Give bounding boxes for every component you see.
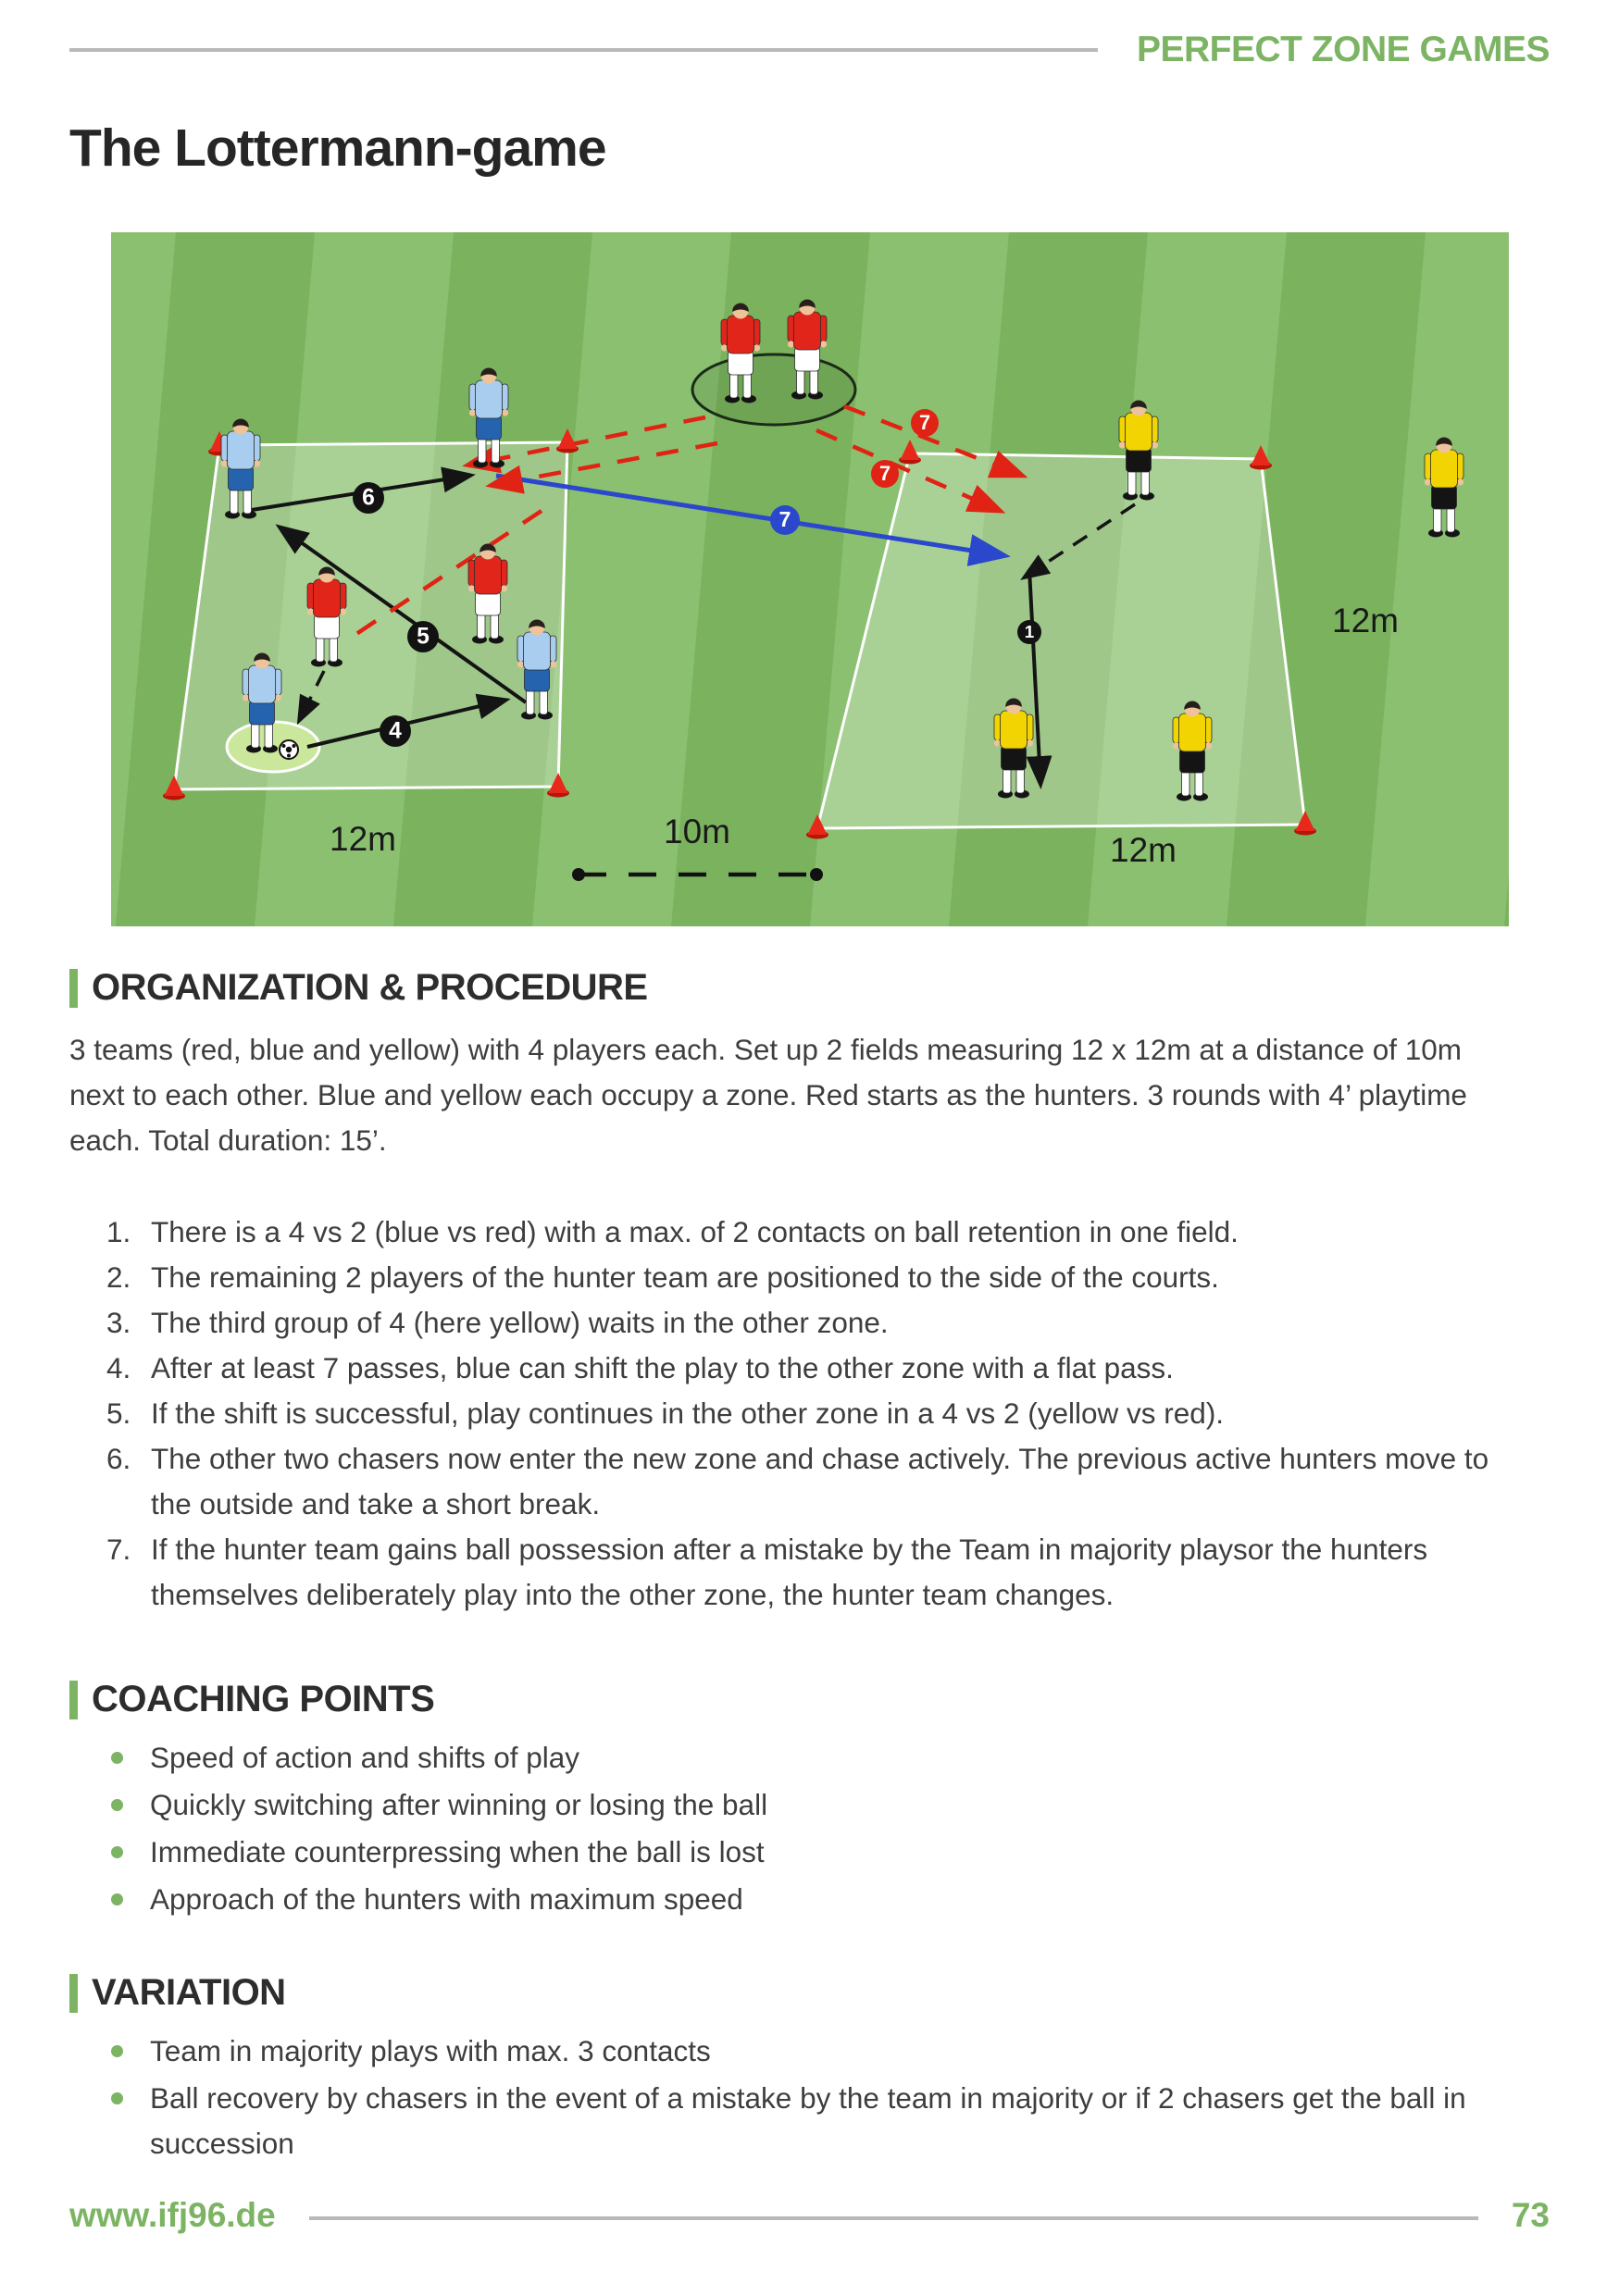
organization-intro: 3 teams (red, blue and yellow) with 4 players each. Set up 2 fields measuring 12 x 12m at a distance of 10m next to each other. Blue and yellow each occupy a zone. Red starts as the hunters. 3 rounds with 4’ playtime each. Total duration: 15’.: [69, 1033, 1467, 1157]
heading-bar-icon: [69, 969, 78, 1008]
sequence-badge-7: [871, 460, 899, 488]
svg-text:1: 1: [1024, 621, 1035, 641]
svg-text:7: 7: [878, 461, 891, 485]
step-text: The remaining 2 players of the hunter team are positioned to the side of the courts.: [151, 1260, 1219, 1294]
step-number: 5.: [106, 1396, 131, 1430]
step-text: After at least 7 passes, blue can shift the play to the other zone with a flat pass.: [151, 1351, 1174, 1384]
drill-figure: [111, 232, 1509, 926]
section-heading-organization: [69, 967, 1550, 1009]
step-text: If the hunter team gains ball possession after a mistake by the Team in majority playsor the hunters themselves deliberately play into the other zone, the hunter team changes.: [151, 1533, 1428, 1611]
header-rule: [69, 48, 1098, 52]
step-number: 2.: [106, 1260, 131, 1294]
section-heading-variation: [69, 1972, 1550, 2014]
svg-text:7: 7: [918, 410, 931, 434]
section-heading-coaching: [69, 1679, 1550, 1720]
list-item: [69, 2029, 1517, 2074]
variation-points-list: [69, 2029, 1517, 2166]
step-item: [69, 1300, 1517, 1346]
step-text: The other two chasers now enter the new zone and chase actively. The previous active hunters move to the outside and take a short break.: [151, 1442, 1489, 1520]
variation-point: Ball recovery by chasers in the event of a mistake by the team in majority or if 2 chasers get the ball in succession: [150, 2081, 1466, 2160]
list-item: [69, 1782, 1517, 1828]
measurement-label: 10m: [664, 813, 730, 850]
page-number: 73: [1511, 2196, 1550, 2234]
svg-text:5: 5: [417, 624, 430, 650]
step-text: The third group of 4 (here yellow) waits in the other zone.: [151, 1306, 889, 1339]
bullet-icon: [111, 1799, 123, 1811]
bullet-icon: [111, 1893, 123, 1905]
coaching-point: Immediate counterpressing when the ball is lost: [150, 1835, 765, 1868]
footer-rule: [309, 2216, 1478, 2220]
organization-heading: ORGANIZATION & PROCEDURE: [92, 967, 648, 1008]
step-item: [69, 1436, 1517, 1527]
step-text: There is a 4 vs 2 (blue vs red) with a max. of 2 contacts on ball retention in one field.: [151, 1215, 1239, 1248]
bullet-icon: [111, 1846, 123, 1858]
procedure-steps: [69, 1210, 1517, 1618]
svg-text:6: 6: [362, 485, 375, 511]
field-diagram: [111, 232, 1509, 926]
step-item: [69, 1210, 1517, 1255]
coaching-point: Speed of action and shifts of play: [150, 1741, 580, 1774]
list-item: [69, 1735, 1517, 1781]
coaching-point: Quickly switching after winning or losing the ball: [150, 1788, 768, 1821]
measurement-label: 12m: [1332, 602, 1399, 639]
chapter-category: PERFECT ZONE GAMES: [1136, 30, 1550, 69]
heading-bar-icon: [69, 1681, 78, 1719]
heading-bar-icon: [69, 1974, 78, 2013]
step-text: If the shift is successful, play continues in the other zone in a 4 vs 2 (yellow vs red).: [151, 1396, 1225, 1430]
svg-text:4: 4: [389, 718, 402, 744]
sequence-badge-7: [770, 505, 800, 535]
step-item: [69, 1391, 1517, 1436]
variation-point: Team in majority plays with max. 3 contacts: [150, 2034, 711, 2067]
svg-text:7: 7: [778, 507, 791, 532]
step-number: 6.: [106, 1442, 131, 1475]
page-footer: [69, 2196, 1550, 2235]
list-item: [69, 1830, 1517, 1875]
sequence-badge-1: [1017, 620, 1041, 644]
waiting-hunters-circle: [692, 354, 855, 425]
coaching-heading: COACHING POINTS: [92, 1679, 435, 1719]
step-number: 4.: [106, 1351, 131, 1384]
step-number: 1.: [106, 1215, 131, 1248]
list-item: [69, 2076, 1517, 2166]
bullet-icon: [111, 2092, 123, 2104]
bullet-icon: [111, 1752, 123, 1764]
coaching-points-list: [69, 1735, 1517, 1922]
bullet-icon: [111, 2045, 123, 2057]
measurement-label: 12m: [330, 820, 396, 858]
sequence-badge-7: [911, 409, 939, 437]
sequence-badge-5: [407, 621, 439, 652]
sequence-badge-6: [353, 482, 384, 514]
step-number: 7.: [106, 1533, 131, 1566]
list-item: [69, 1877, 1517, 1922]
measurement-label: 12m: [1110, 831, 1177, 869]
page-header: [69, 28, 1550, 72]
coaching-point: Approach of the hunters with maximum speed: [150, 1882, 743, 1916]
step-item: [69, 1255, 1517, 1300]
page-title: The Lottermann-game: [69, 118, 606, 178]
website-link[interactable]: www.ifj96.de: [69, 2196, 276, 2234]
variation-heading: VARIATION: [92, 1972, 286, 2013]
step-number: 3.: [106, 1306, 131, 1339]
step-item: [69, 1527, 1517, 1618]
step-item: [69, 1346, 1517, 1391]
sequence-badge-4: [380, 715, 411, 747]
